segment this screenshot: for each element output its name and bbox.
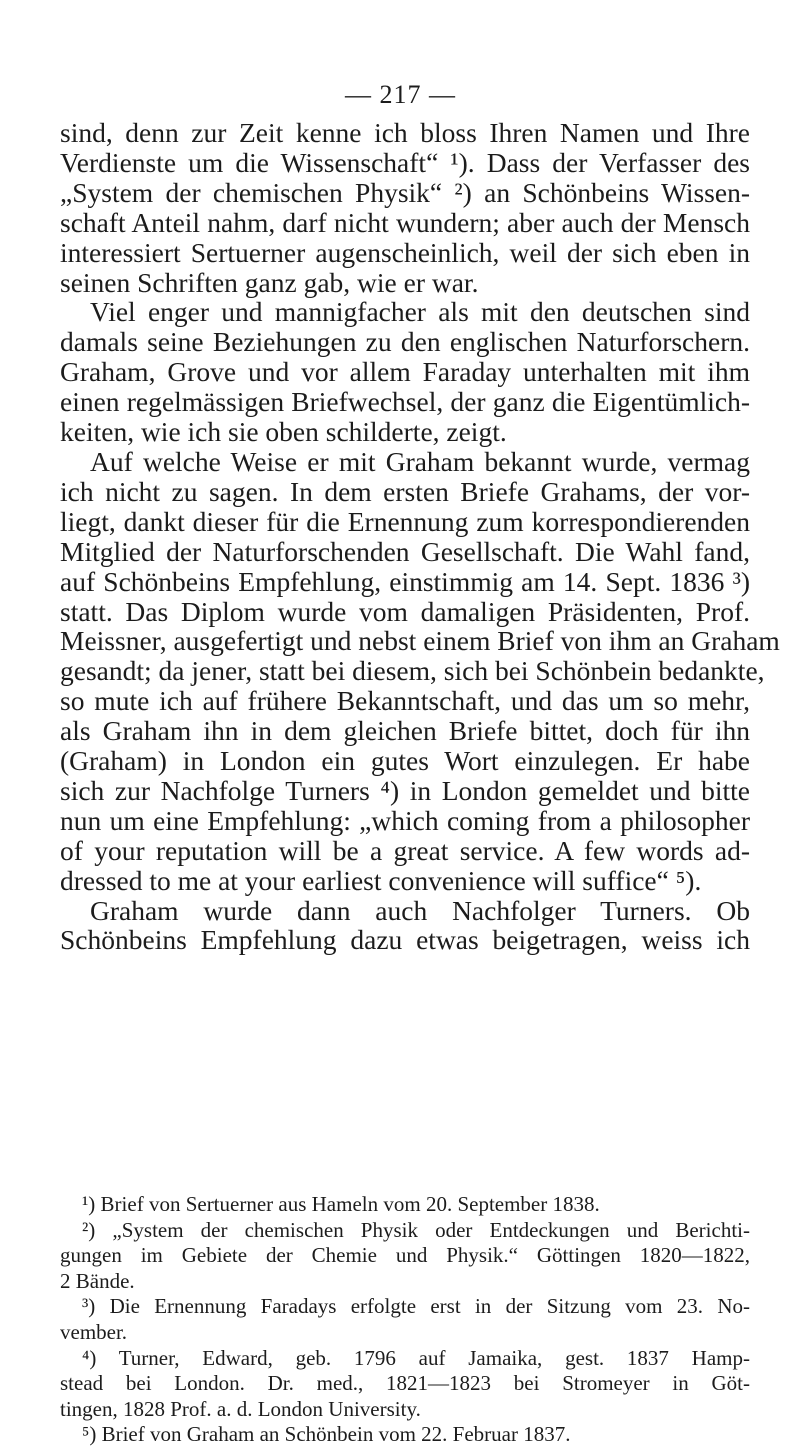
- footnote-line: 2 Bände.: [60, 1268, 135, 1293]
- text-line: dressed to me at your earliest convenience will suffice“ ⁵).: [60, 864, 702, 896]
- footnotes: [60, 1192, 750, 1448]
- text-line: als Graham ihn in dem gleichen Briefe bittet, doch für ihn: [60, 715, 750, 747]
- text-line: Viel enger und mannigfacher als mit den deutschen sind: [90, 296, 750, 328]
- text-line: ich nicht zu sagen. In dem ersten Briefe Grahams, der vor-: [60, 475, 750, 507]
- text-line: so mute ich auf frühere Bekanntschaft, und das um so mehr,: [60, 685, 750, 717]
- text-line: interessiert Sertuerner augenscheinlich, weil der sich eben in: [60, 236, 750, 268]
- footnote-line: ⁵) Brief von Graham an Schönbein vom 22. Februar 1837.: [82, 1422, 571, 1447]
- text-line: Mitglied der Naturforschenden Gesellschaft. Die Wahl fand,: [60, 535, 750, 567]
- text-line: Schönbeins Empfehlung dazu etwas beigetragen, weiss ich: [60, 924, 750, 956]
- text-line: of your reputation will be a great service. A few words ad-: [60, 834, 750, 866]
- text-line: Graham, Grove und vor allem Faraday unterhalten mit ihm: [60, 356, 750, 388]
- text-line: nun um eine Empfehlung: „which coming from a philosopher: [60, 804, 750, 836]
- text-line: (Graham) in London ein gutes Wort einzulegen. Er habe: [60, 745, 750, 777]
- text-line: Meissner, ausgefertigt und nebst einem Brief von ihm an Graham: [60, 625, 780, 657]
- footnote-line: gungen im Gebiete der Chemie und Physik.“ Göttingen 1820—1822,: [60, 1243, 750, 1268]
- footnote-line: vember.: [60, 1319, 128, 1344]
- text-line: auf Schönbeins Empfehlung, einstimmig am 14. Sept. 1836 ³): [60, 565, 750, 597]
- footnote-line: ⁴) Turner, Edward, geb. 1796 auf Jamaika, gest. 1837 Hamp-: [82, 1345, 750, 1370]
- footnote-line: ²) „System der chemischen Physik oder Entdeckungen und Berichti-: [82, 1217, 750, 1242]
- text-line: liegt, dankt dieser für die Ernennung zum korrespondierenden: [60, 505, 750, 537]
- text-line: sind, denn zur Zeit kenne ich bloss Ihren Namen und Ihre: [60, 117, 750, 148]
- text-line: „System der chemischen Physik“ ²) an Schönbeins Wissen-: [60, 176, 750, 208]
- text-line: Graham wurde dann auch Nachfolger Turners. Ob: [90, 894, 750, 926]
- text-line: einen regelmässigen Briefwechsel, der ganz die Eigentümlich-: [60, 386, 750, 418]
- text-line: gesandt; da jener, statt bei diesem, sich bei Schönbein bedankte,: [60, 655, 765, 687]
- body-text: [60, 117, 780, 956]
- text-line: statt. Das Diplom wurde vom damaligen Präsidenten, Prof.: [60, 595, 750, 627]
- text-line: keiten, wie ich sie oben schilderte, zeigt.: [60, 416, 507, 448]
- footnote-line: ¹) Brief von Sertuerner aus Hameln vom 20. September 1838.: [82, 1192, 600, 1216]
- text-line: Verdienste um die Wissenschaft“ ¹). Dass der Verfasser des: [60, 146, 750, 178]
- footnote-line: ³) Die Ernennung Faradays erfolgte erst in der Sitzung vom 23. No-: [82, 1294, 750, 1319]
- footnote-line: stead bei London. Dr. med., 1821—1823 bei Stromeyer in Göt-: [60, 1371, 750, 1396]
- text-line: damals seine Beziehungen zu den englischen Naturforschern.: [60, 326, 750, 358]
- text-line: Auf welche Weise er mit Graham bekannt wurde, vermag: [90, 445, 750, 477]
- text-line: sich zur Nachfolge Turners ⁴) in London gemeldet und bitte: [60, 774, 750, 806]
- text-line: seinen Schriften ganz gab, wie er war.: [60, 266, 479, 298]
- footnote-line: tingen, 1828 Prof. a. d. London University.: [60, 1396, 421, 1421]
- page-number: — 217 —: [345, 80, 456, 109]
- text-line: schaft Anteil nahm, darf nicht wundern; aber auch der Mensch: [60, 206, 750, 238]
